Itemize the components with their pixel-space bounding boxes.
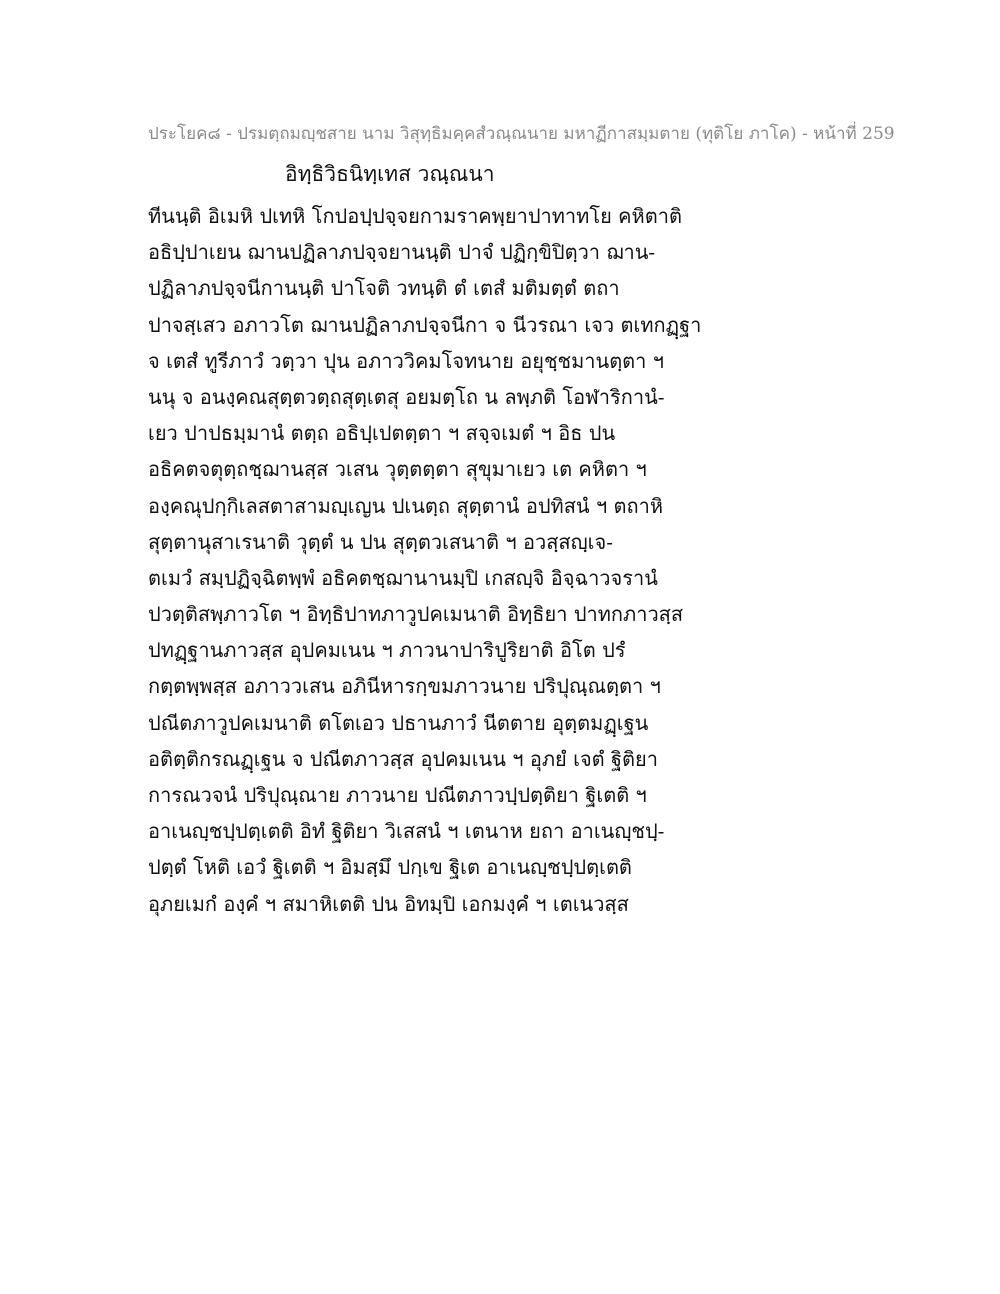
text-line: อุภยเมกํ องฺคํ ฯ สมาหิเตติ ปน อิทมฺปิ เอกมงฺคํ ฯ เตเนวสฺส	[148, 891, 629, 916]
section-title: อิทฺธิวิธนิทฺเทส วณฺณนา	[285, 162, 495, 186]
text-line: อติตฺติกรณฏฺเฐน จ ปณีตภาวสฺส อุปคมเนน ฯ อุภยํ เจตํ ฐิติยา	[148, 746, 658, 771]
running-header: ประโยค๘ - ปรมตฺถมญฺชสาย นาม วิสุทฺธิมคฺคสํวณฺณนาย มหาฏีกาสมฺมตาย (ทุติโย ภาโค) - หน้าที่ 259	[148, 124, 895, 144]
text-line: นนุ จ อนงฺคณสุตฺตวตฺถสุตฺเตสุ อยมตฺโถ น ลพฺภติ โอฬาริกานํ-	[148, 384, 665, 409]
text-line: จ เตสํ ทูรีภาวํ วตฺวา ปุน อภาววิคมโจทนาย อยุชฺชมานตฺตา ฯ	[148, 348, 664, 373]
text-line: กตฺตพฺพสฺส อภาววเสน อภินีหารกฺขมภาวนาย ปริปุณฺณตฺตา ฯ	[148, 674, 661, 699]
text-line: อธิปฺปาเยน ฌานปฏิลาภปจฺจยานนฺติ ปาจํ ปฏิกฺขิปิตฺวา ฌาน-	[148, 240, 656, 265]
text-line: ปฏิลาภปจฺจนีกานนฺติ ปาโจติ วทนฺติ ตํ เตสํ มติมตฺตํ ตถา	[148, 276, 620, 301]
text-line: สุตฺตานุสาเรนาติ วุตฺตํ น ปน สุตฺตวเสนาติ ฯ อวสฺสญฺเจ-	[148, 529, 613, 554]
text-line: องฺคณุปกฺกิเลสตาสามญฺเญน ปเนตฺถ สุตฺตานํ อปทิสนํ ฯ ตถาหิ	[148, 493, 664, 518]
text-line: ปาจสฺเสว อภาวโต ฌานปฏิลาภปจฺจนีกา จ นีวรณา เจว ตเทกฏฺฐา	[148, 312, 702, 337]
text-line: ทีนนฺติ อิเมหิ ปเทหิ โกปอปฺปจฺจยกามราคพฺยาปาทาทโย คหิตาติ	[148, 204, 682, 228]
text-line: ปทฏฺฐานภาวสฺส อุปคมเนน ฯ ภาวนาปาริปูริยาติ อิโต ปรํ	[148, 638, 626, 663]
body-text	[148, 198, 708, 922]
text-line: ปตฺตํ โหติ เอวํ ฐิเตติ ฯ อิมสฺมึ ปกฺเข ฐิเต อาเนญฺชปฺปตฺเตติ	[148, 855, 632, 880]
text-line: ตเมวํ สมฺปฏิจฺฉิตพฺพํ อธิคตชฺฌานานมฺปิ เกสญฺจิ อิจฺฉาวจรานํ	[148, 565, 658, 590]
text-line: อธิคตจตุตฺถชฺฌานสฺส วเสน วุตฺตตฺตา สุขุมาเยว เต คหิตา ฯ	[148, 457, 647, 482]
text-line: อาเนญฺชปฺปตฺเตติ อิทํ ฐิติยา วิเสสนํ ฯ เตนาห ยถา อาเนญฺชปฺ-	[148, 819, 665, 844]
text-line: การณวจนํ ปริปุณฺณาย ภาวนาย ปณีตภาวปฺปตฺติยา ฐิเตติ ฯ	[148, 783, 647, 807]
text-line: ปณีตภาวูปคเมนาติ ตโตเอว ปธานภาวํ นีตตาย อุตฺตมฏฺเฐน	[148, 710, 649, 735]
text-line: เยว ปาปธมฺมานํ ตตฺถ อธิปฺเปตตฺตา ฯ สจฺจเมตํ ฯ อิธ ปน	[148, 421, 616, 446]
text-line: ปวตฺติสพฺภาวโต ฯ อิทฺธิปาทภาวูปคเมนาติ อิทฺธิยา ปาทกภาวสฺส	[148, 602, 684, 627]
